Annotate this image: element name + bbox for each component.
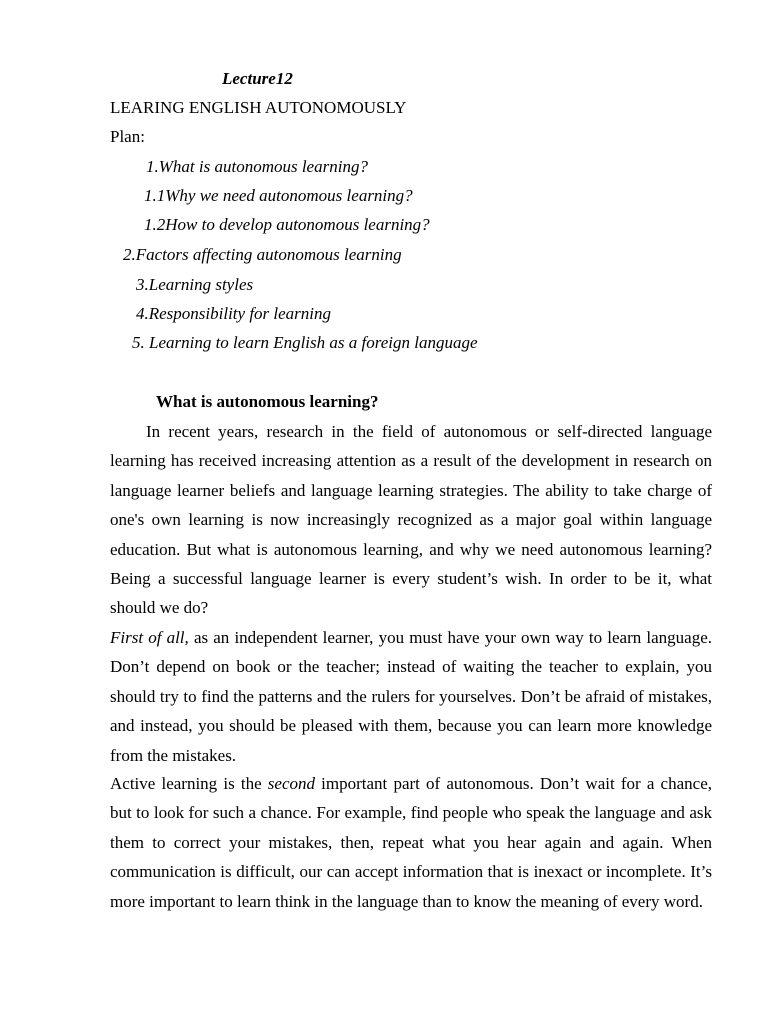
plan-item: 5. Learning to learn English as a foreign language: [132, 333, 478, 352]
plan-item: 3.Learning styles: [136, 275, 254, 294]
plan-item: 4.Responsibility for learning: [136, 304, 332, 323]
plan-label: Plan:: [110, 127, 145, 146]
paragraph-body: as an independent learner, you must have your own way to learn language. Don’t depend on book or the teacher; instead of waiting the teacher to explain, you should try to find the patterns and the rulers for yourselves. Don’t be afraid of mistakes, and instead, you should be pleased with them, because you can learn more knowledge from the mistakes.: [110, 628, 713, 765]
plan-item: 2.Factors affecting autonomous learning: [123, 245, 402, 264]
paragraph-body: important part of autonomous. Don’t wait for a chance, but to look for such a chance. For example, find people who speak the language and ask them to correct your mistakes, then, repeat what you hear again and again. When communication is difficult, our can accept information that is inexact or incomplete. It’s more important to learn think in the language than to know the meaning of every word.: [110, 774, 712, 911]
paragraph-first-of-all: [110, 623, 712, 770]
lecture-title: Lecture12: [222, 69, 293, 88]
plan-item: 1.1Why we need autonomous learning?: [144, 186, 413, 205]
paragraph-emphasis: second: [267, 774, 316, 793]
plan-item: 1.What is autonomous learning?: [146, 157, 368, 176]
paragraph-intro: In recent years, research in the field of autonomous or self-directed language learning has received increasing attention as a result of the development in research on language learner beliefs and language learning strategies. The ability to take charge of one's own learning is now increasingly recognized as a major goal within language education. But what is autonomous learning, and why we need autonomous learning? Being a successful language learner is every student’s wish. In order to be it, what should we do?: [110, 422, 712, 618]
paragraph-active-learning: [110, 769, 712, 916]
section-heading: What is autonomous learning?: [156, 392, 379, 411]
paragraph-lead-emphasis: First of all,: [110, 628, 189, 647]
plan-item: 1.2How to develop autonomous learning?: [144, 215, 430, 234]
paragraph-body: Active learning is the: [110, 774, 268, 793]
lecture-heading: LEARING ENGLISH AUTONOMOUSLY: [110, 98, 407, 117]
